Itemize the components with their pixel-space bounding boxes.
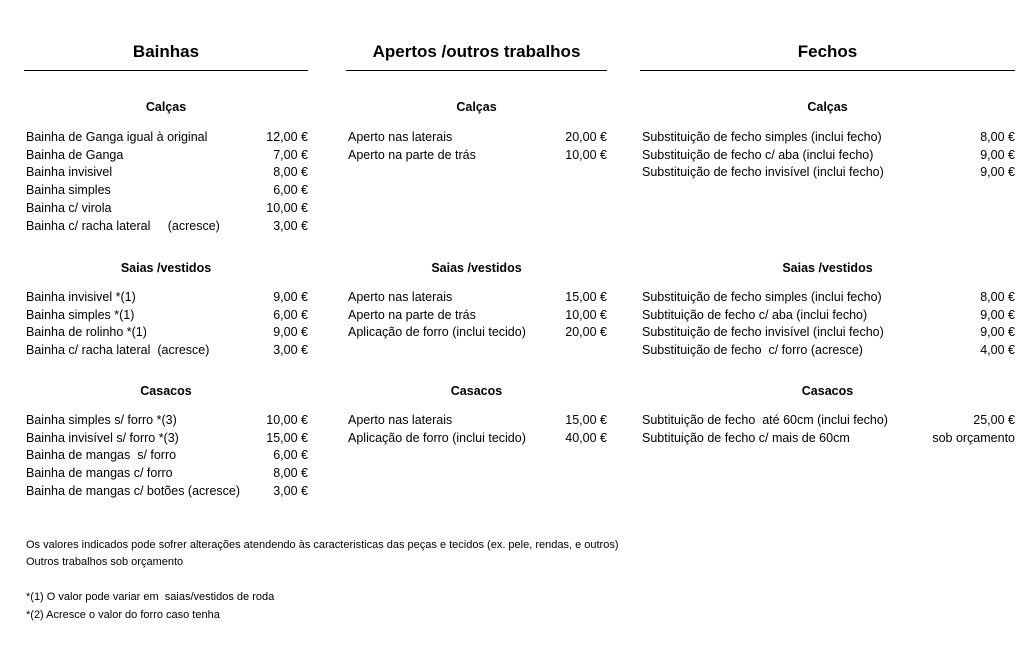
price-row <box>26 429 308 447</box>
service-label: Bainha de Ganga <box>26 147 124 162</box>
service-label: Substituição de fecho invisível (inclui fecho) <box>642 325 884 340</box>
price-row <box>642 288 1015 306</box>
service-label: Bainha invisivel <box>26 165 113 180</box>
price-row <box>348 323 607 341</box>
service-price: 10,00 € <box>565 307 607 322</box>
price-row <box>26 323 308 341</box>
service-label: Bainha de rolinho *(1) <box>26 325 147 340</box>
price-row <box>26 411 308 429</box>
service-label: Subtituição de fecho c/ mais de 60cm <box>642 430 850 445</box>
price-row <box>642 306 1015 324</box>
service-label: Substituição de fecho c/ aba (inclui fecho) <box>642 147 874 162</box>
price-row <box>26 181 308 199</box>
service-price: 15,00 € <box>266 430 308 445</box>
price-row <box>642 411 1015 429</box>
service-label: Subtituição de fecho c/ aba (inclui fecho) <box>642 307 868 322</box>
service-label: Substituição de fecho simples (inclui fecho) <box>642 290 882 304</box>
service-price: 15,00 € <box>565 290 607 304</box>
price-row <box>26 288 308 306</box>
service-label: Bainha invisivel *(1) <box>26 290 136 304</box>
service-price: 6,00 € <box>273 448 308 463</box>
price-row <box>642 323 1015 341</box>
service-price: 3,00 € <box>273 218 308 233</box>
section-title: Saias /vestidos <box>782 261 873 275</box>
service-price: 9,00 € <box>273 325 308 340</box>
service-price: 25,00 € <box>973 413 1015 427</box>
footnote: *(2) Acresce o valor do forro caso tenha <box>26 609 220 621</box>
service-price: 6,00 € <box>273 307 308 322</box>
service-price: 12,00 € <box>266 130 308 144</box>
service-label: Bainha simples *(1) <box>26 307 135 322</box>
price-row <box>642 429 1015 447</box>
price-row <box>26 482 308 500</box>
service-label: Bainha c/ racha lateral (acresce) <box>26 343 210 358</box>
service-price: 7,00 € <box>273 147 308 162</box>
price-row <box>348 128 607 146</box>
price-row <box>642 163 1015 181</box>
section-title: Calças <box>145 100 187 114</box>
column-divider-line <box>346 70 607 71</box>
service-label: Aplicação de forro (inclui tecido) <box>348 430 526 445</box>
service-label: Substituição de fecho simples (inclui fecho) <box>642 130 882 144</box>
service-price: 10,00 € <box>565 147 607 162</box>
price-row <box>348 288 607 306</box>
price-row <box>348 146 607 164</box>
service-label: Subtituição de fecho até 60cm (inclui fecho) <box>642 413 888 427</box>
service-label: Aperto nas laterais <box>348 290 453 304</box>
service-price: 10,00 € <box>266 413 308 427</box>
service-label: Aperto nas laterais <box>348 130 453 144</box>
price-row <box>348 411 607 429</box>
price-row <box>642 146 1015 164</box>
price-row <box>642 128 1015 146</box>
service-price: 9,00 € <box>980 147 1015 162</box>
service-price: 8,00 € <box>980 290 1015 304</box>
section-title: Saias /vestidos <box>120 261 212 275</box>
section-title: Casacos <box>801 384 854 398</box>
service-label: Bainha invisível s/ forro *(3) <box>26 430 179 445</box>
price-row <box>26 199 308 217</box>
column-title-fechos: Fechos <box>797 42 858 61</box>
service-price: 20,00 € <box>565 130 607 144</box>
service-price: 9,00 € <box>980 307 1015 322</box>
service-label: Bainha c/ virola <box>26 200 112 215</box>
service-label: Substituição de fecho invisível (inclui fecho) <box>642 165 884 180</box>
service-label: Bainha simples s/ forro *(3) <box>26 413 177 427</box>
footnote: Outros trabalhos sob orçamento <box>26 556 184 568</box>
price-row <box>348 306 607 324</box>
service-price: 40,00 € <box>565 430 607 445</box>
price-row <box>26 306 308 324</box>
price-row <box>26 146 308 164</box>
service-price: 15,00 € <box>565 413 607 427</box>
price-row <box>642 341 1015 359</box>
service-price: 6,00 € <box>273 183 308 198</box>
service-price: sob orçamento <box>932 430 1015 445</box>
price-row <box>348 429 607 447</box>
price-row <box>26 446 308 464</box>
price-row <box>26 341 308 359</box>
service-price: 9,00 € <box>980 325 1015 340</box>
service-price: 9,00 € <box>273 290 308 304</box>
price-row <box>26 464 308 482</box>
service-label: Aperto na parte de trás <box>348 147 476 162</box>
section-title: Saias /vestidos <box>431 261 522 275</box>
service-label: Bainha c/ racha lateral (acresce) <box>26 218 220 233</box>
service-price: 8,00 € <box>980 130 1015 144</box>
footnote: Os valores indicados pode sofrer alterações atendendo às caracteristicas das peças e tecidos (ex. pele, rendas, e outros) <box>26 539 619 551</box>
column-divider-line <box>24 70 308 71</box>
price-row <box>26 163 308 181</box>
column-title-bainhas: Bainhas <box>132 42 200 61</box>
service-label: Aperto nas laterais <box>348 413 453 427</box>
service-label: Aperto na parte de trás <box>348 307 476 322</box>
service-price: 8,00 € <box>273 165 308 180</box>
section-title: Calças <box>807 100 848 114</box>
service-price: 3,00 € <box>273 483 308 498</box>
service-price: 9,00 € <box>980 165 1015 180</box>
service-label: Bainha de Ganga igual à original <box>26 130 208 144</box>
service-label: Bainha de mangas c/ botões (acresce) <box>26 483 241 498</box>
section-title: Calças <box>456 100 497 114</box>
service-price: 3,00 € <box>273 343 308 358</box>
footnote: *(1) O valor pode variar em saias/vestidos de roda <box>26 591 275 603</box>
service-price: 4,00 € <box>980 343 1015 358</box>
service-price: 10,00 € <box>266 200 308 215</box>
service-label: Bainha de mangas s/ forro <box>26 448 177 463</box>
service-price: 8,00 € <box>273 466 308 481</box>
service-label: Bainha de mangas c/ forro <box>26 466 173 481</box>
section-title: Casacos <box>140 384 192 398</box>
service-price: 20,00 € <box>565 325 607 340</box>
service-label: Aplicação de forro (inclui tecido) <box>348 325 526 340</box>
service-label: Substituição de fecho c/ forro (acresce) <box>642 343 863 358</box>
price-row <box>26 217 308 235</box>
section-title: Casacos <box>450 384 503 398</box>
price-row <box>26 128 308 146</box>
column-divider-line <box>640 70 1015 71</box>
service-label: Bainha simples <box>26 183 111 198</box>
column-title-apertos: Apertos /outros trabalhos <box>372 42 581 61</box>
